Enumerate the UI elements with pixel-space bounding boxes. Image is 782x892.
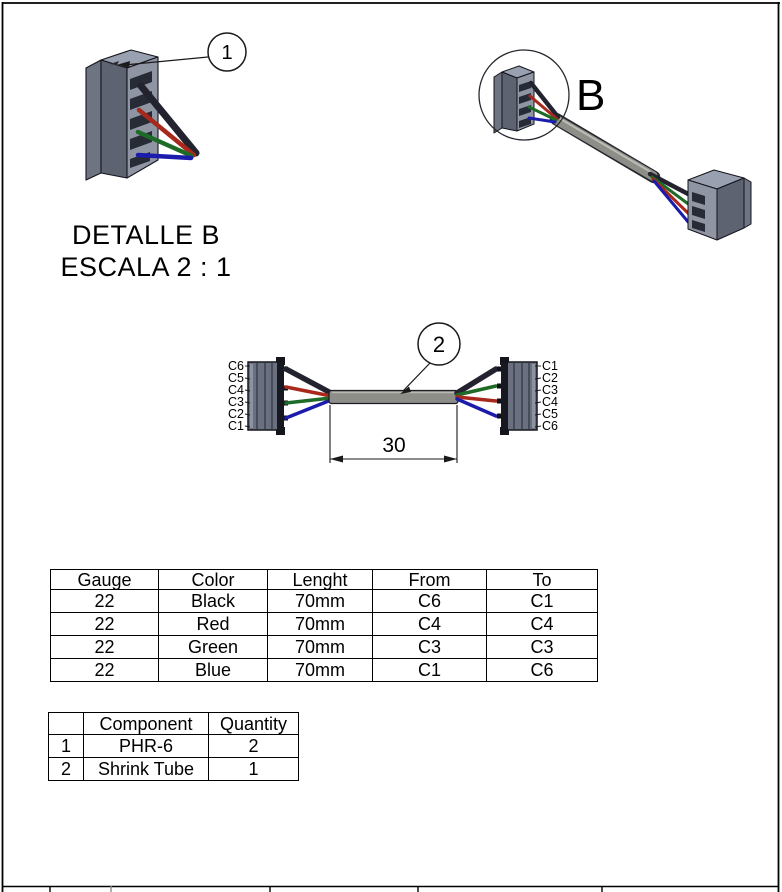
pin-label: C4 (542, 395, 558, 409)
cell-component: Shrink Tube (84, 758, 209, 781)
front-right-wires (457, 369, 496, 416)
col-header-component: Component (84, 713, 209, 735)
col-header-from: From (373, 570, 487, 590)
cell-length: 70mm (268, 636, 373, 659)
pin-label: C3 (228, 395, 244, 409)
connector-back-slab (86, 60, 101, 180)
cell-gauge: 22 (51, 636, 159, 659)
dimension-text: 30 (382, 434, 406, 457)
col-header-gauge: Gauge (51, 570, 159, 590)
col-header-quantity: Quantity (209, 713, 299, 735)
pin-label: C6 (542, 419, 558, 433)
cell-gauge: 22 (51, 659, 159, 682)
balloon-2 (400, 323, 460, 394)
col-header-to: To (487, 570, 598, 590)
cell-color: Green (159, 636, 268, 659)
cell-from: C6 (373, 590, 487, 613)
front-left-pin-labels (228, 359, 250, 433)
pin-label: C3 (542, 383, 558, 397)
table-row (51, 636, 598, 659)
pin-label: C2 (228, 407, 244, 421)
cell-from: C4 (373, 613, 487, 636)
cell-color: Black (159, 590, 268, 613)
cell-quantity: 2 (209, 735, 299, 758)
table-row (51, 590, 598, 613)
pin-label: C5 (228, 371, 244, 385)
iso-connector-view (86, 50, 196, 180)
col-header-item (49, 713, 84, 735)
table-row (51, 659, 598, 682)
cell-from: C1 (373, 659, 487, 682)
balloon-2-label: 2 (432, 332, 446, 357)
cell-color: Blue (159, 659, 268, 682)
front-left-wires (286, 369, 331, 418)
assembly-left-connector (494, 66, 558, 133)
cell-component: PHR-6 (84, 735, 209, 758)
cell-gauge: 22 (51, 613, 159, 636)
connector-front-face (101, 60, 127, 178)
assembly-right-connector (650, 170, 751, 240)
cell-to: C3 (487, 636, 598, 659)
wire-table-header-row (51, 570, 598, 590)
pin-label: C1 (542, 359, 558, 373)
pin-label: C1 (228, 419, 244, 433)
wire-table (50, 569, 598, 682)
detail-letter-b: B (576, 71, 606, 120)
detail-title: DETALLE B (71, 220, 221, 250)
table-row (49, 735, 299, 758)
front-right-connector (497, 357, 537, 435)
cell-to: C6 (487, 659, 598, 682)
bom-table (48, 712, 299, 781)
table-row (51, 613, 598, 636)
cell-gauge: 22 (51, 590, 159, 613)
balloon-2-leader (403, 363, 430, 391)
col-header-color: Color (159, 570, 268, 590)
shrink-tube-highlight (558, 118, 650, 172)
front-view (228, 323, 558, 463)
cell-quantity: 1 (209, 758, 299, 781)
table-row (49, 758, 299, 781)
title-block-edge (2, 886, 779, 892)
cell-length: 70mm (268, 590, 373, 613)
pin-label: C4 (228, 383, 244, 397)
cell-item-number: 1 (49, 735, 84, 758)
cell-color: Red (159, 613, 268, 636)
front-right-pin-labels (535, 359, 558, 433)
balloon-1-label: 1 (221, 42, 233, 64)
cell-to: C1 (487, 590, 598, 613)
assembly-view (479, 50, 751, 240)
cell-from: C3 (373, 636, 487, 659)
cell-length: 70mm (268, 659, 373, 682)
cell-to: C4 (487, 613, 598, 636)
pin-label: C6 (228, 359, 244, 373)
pin-label: C2 (542, 371, 558, 385)
front-left-connector (248, 357, 288, 435)
bom-table-header-row (49, 713, 299, 735)
shrink-tube (557, 120, 653, 176)
wire-blue (138, 155, 191, 158)
detail-scale: ESCALA 2 : 1 (60, 252, 232, 282)
col-header-length: Lenght (268, 570, 373, 590)
pin-label: C5 (542, 407, 558, 421)
detail-caption (33, 219, 259, 283)
cell-item-number: 2 (49, 758, 84, 781)
dimension-30 (330, 405, 457, 463)
cell-length: 70mm (268, 613, 373, 636)
